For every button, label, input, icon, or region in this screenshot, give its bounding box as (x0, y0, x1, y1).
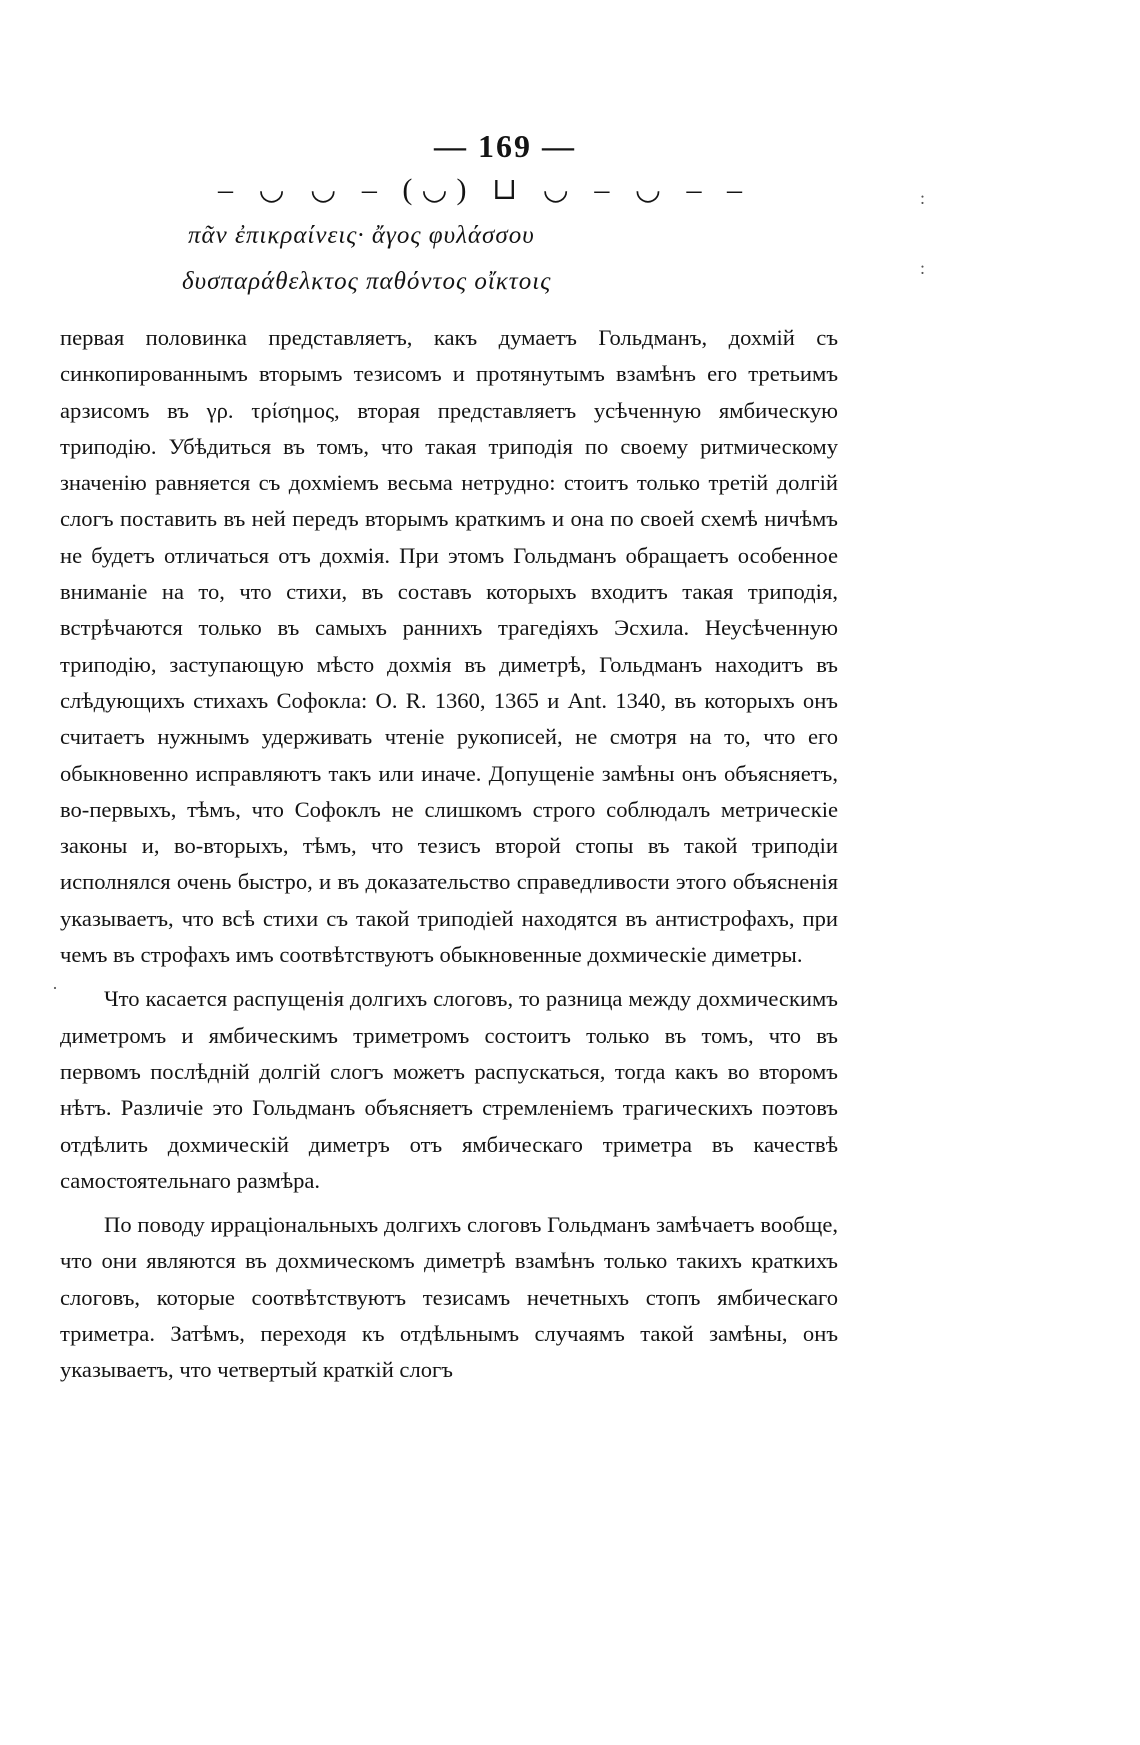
greek-verse-line: πᾶν ἐπικραίνεις· ἄγος φυλάσσου (188, 222, 535, 249)
metrical-scheme: – ◡ ◡ – (◡) ⊔ ◡ – ◡ – – (218, 173, 752, 206)
body-text (60, 320, 838, 1397)
margin-mark: · (52, 978, 58, 998)
paragraph: Что касается распущенія долгихъ слоговъ, то разница между дохмическимъ диметромъ и ямбическимъ триметромъ состоитъ только въ томъ, что въ первомъ послѣдній долгій слогъ можетъ распускаться, тогда какъ во второмъ нѣтъ. Различіе это Гольдманъ объясняетъ стремленіемъ трагическихъ поэтовъ отдѣлить дохмическій диметръ отъ ямбическаго триметра въ качествѣ самостоятельнаго размѣра. (60, 986, 838, 1193)
margin-mark: : (920, 188, 926, 208)
page-number: — 169 — (434, 128, 576, 164)
paragraph: первая половинка представляетъ, какъ думаетъ Гольдманъ, дохмій съ синкопированнымъ вторымъ тезисомъ и протянутымъ взамѣнъ его третьимъ арзисомъ въ γρ. τρίσημος, вторая представляетъ усѣченную ямбическую триподію. Убѣдиться въ томъ, что такая триподія по своему ритмическому значенію равняется съ дохміемъ весьма нетрудно: стоитъ только третій долгій слогъ поставить въ ней передъ вторымъ краткимъ и она по своей схемѣ ничѣмъ не будетъ отличаться отъ дохмія. При этомъ Гольдманъ обращаетъ особенное вниманіе на то, что стихи, въ составъ которыхъ входитъ такая триподія, встрѣчаются только въ самыхъ раннихъ трагедіяхъ Эсхила. Неусѣченную триподію, заступающую мѣсто дохмія въ диметрѣ, Гольдманъ находитъ въ слѣдующихъ стихахъ Софокла: O. R. 1360, 1365 и Ant. 1340, въ которыхъ онъ считаетъ нужнымъ удерживать чтеніе рукописей, не смотря на то, что его обыкновенно исправляютъ такъ или иначе. Допущеніе замѣны онъ объясняетъ, во-первыхъ, тѣмъ, что Софоклъ не слишкомъ строго соблюдалъ метрическіе законы и, во-вторыхъ, тѣмъ, что тезисъ второй стопы въ такой триподіи исполнялся очень быстро, и въ доказательство справедливости этого объясненія указываетъ, что всѣ стихи съ такой триподіей находятся въ антистрофахъ, при чемъ въ строфахъ имъ соотвѣтствуютъ обыкновенные дохмическіе диметры. (60, 325, 838, 968)
greek-verse-line: δυσπαράθελκτος παθόντος οἴκτοις (182, 268, 552, 295)
margin-mark: : (920, 258, 926, 278)
paragraph: По поводу ирраціональныхъ долгихъ слоговъ Гольдманъ замѣчаетъ вообще, что они являются въ дохмическомъ диметрѣ взамѣнъ только такихъ краткихъ слоговъ, которые соотвѣтствуютъ тезисамъ нечетныхъ стопъ ямбическаго триметра. Затѣмъ, переходя къ отдѣльнымъ случаямъ такой замѣны, онъ указываетъ, что четвертый краткій слогъ (60, 1212, 838, 1383)
